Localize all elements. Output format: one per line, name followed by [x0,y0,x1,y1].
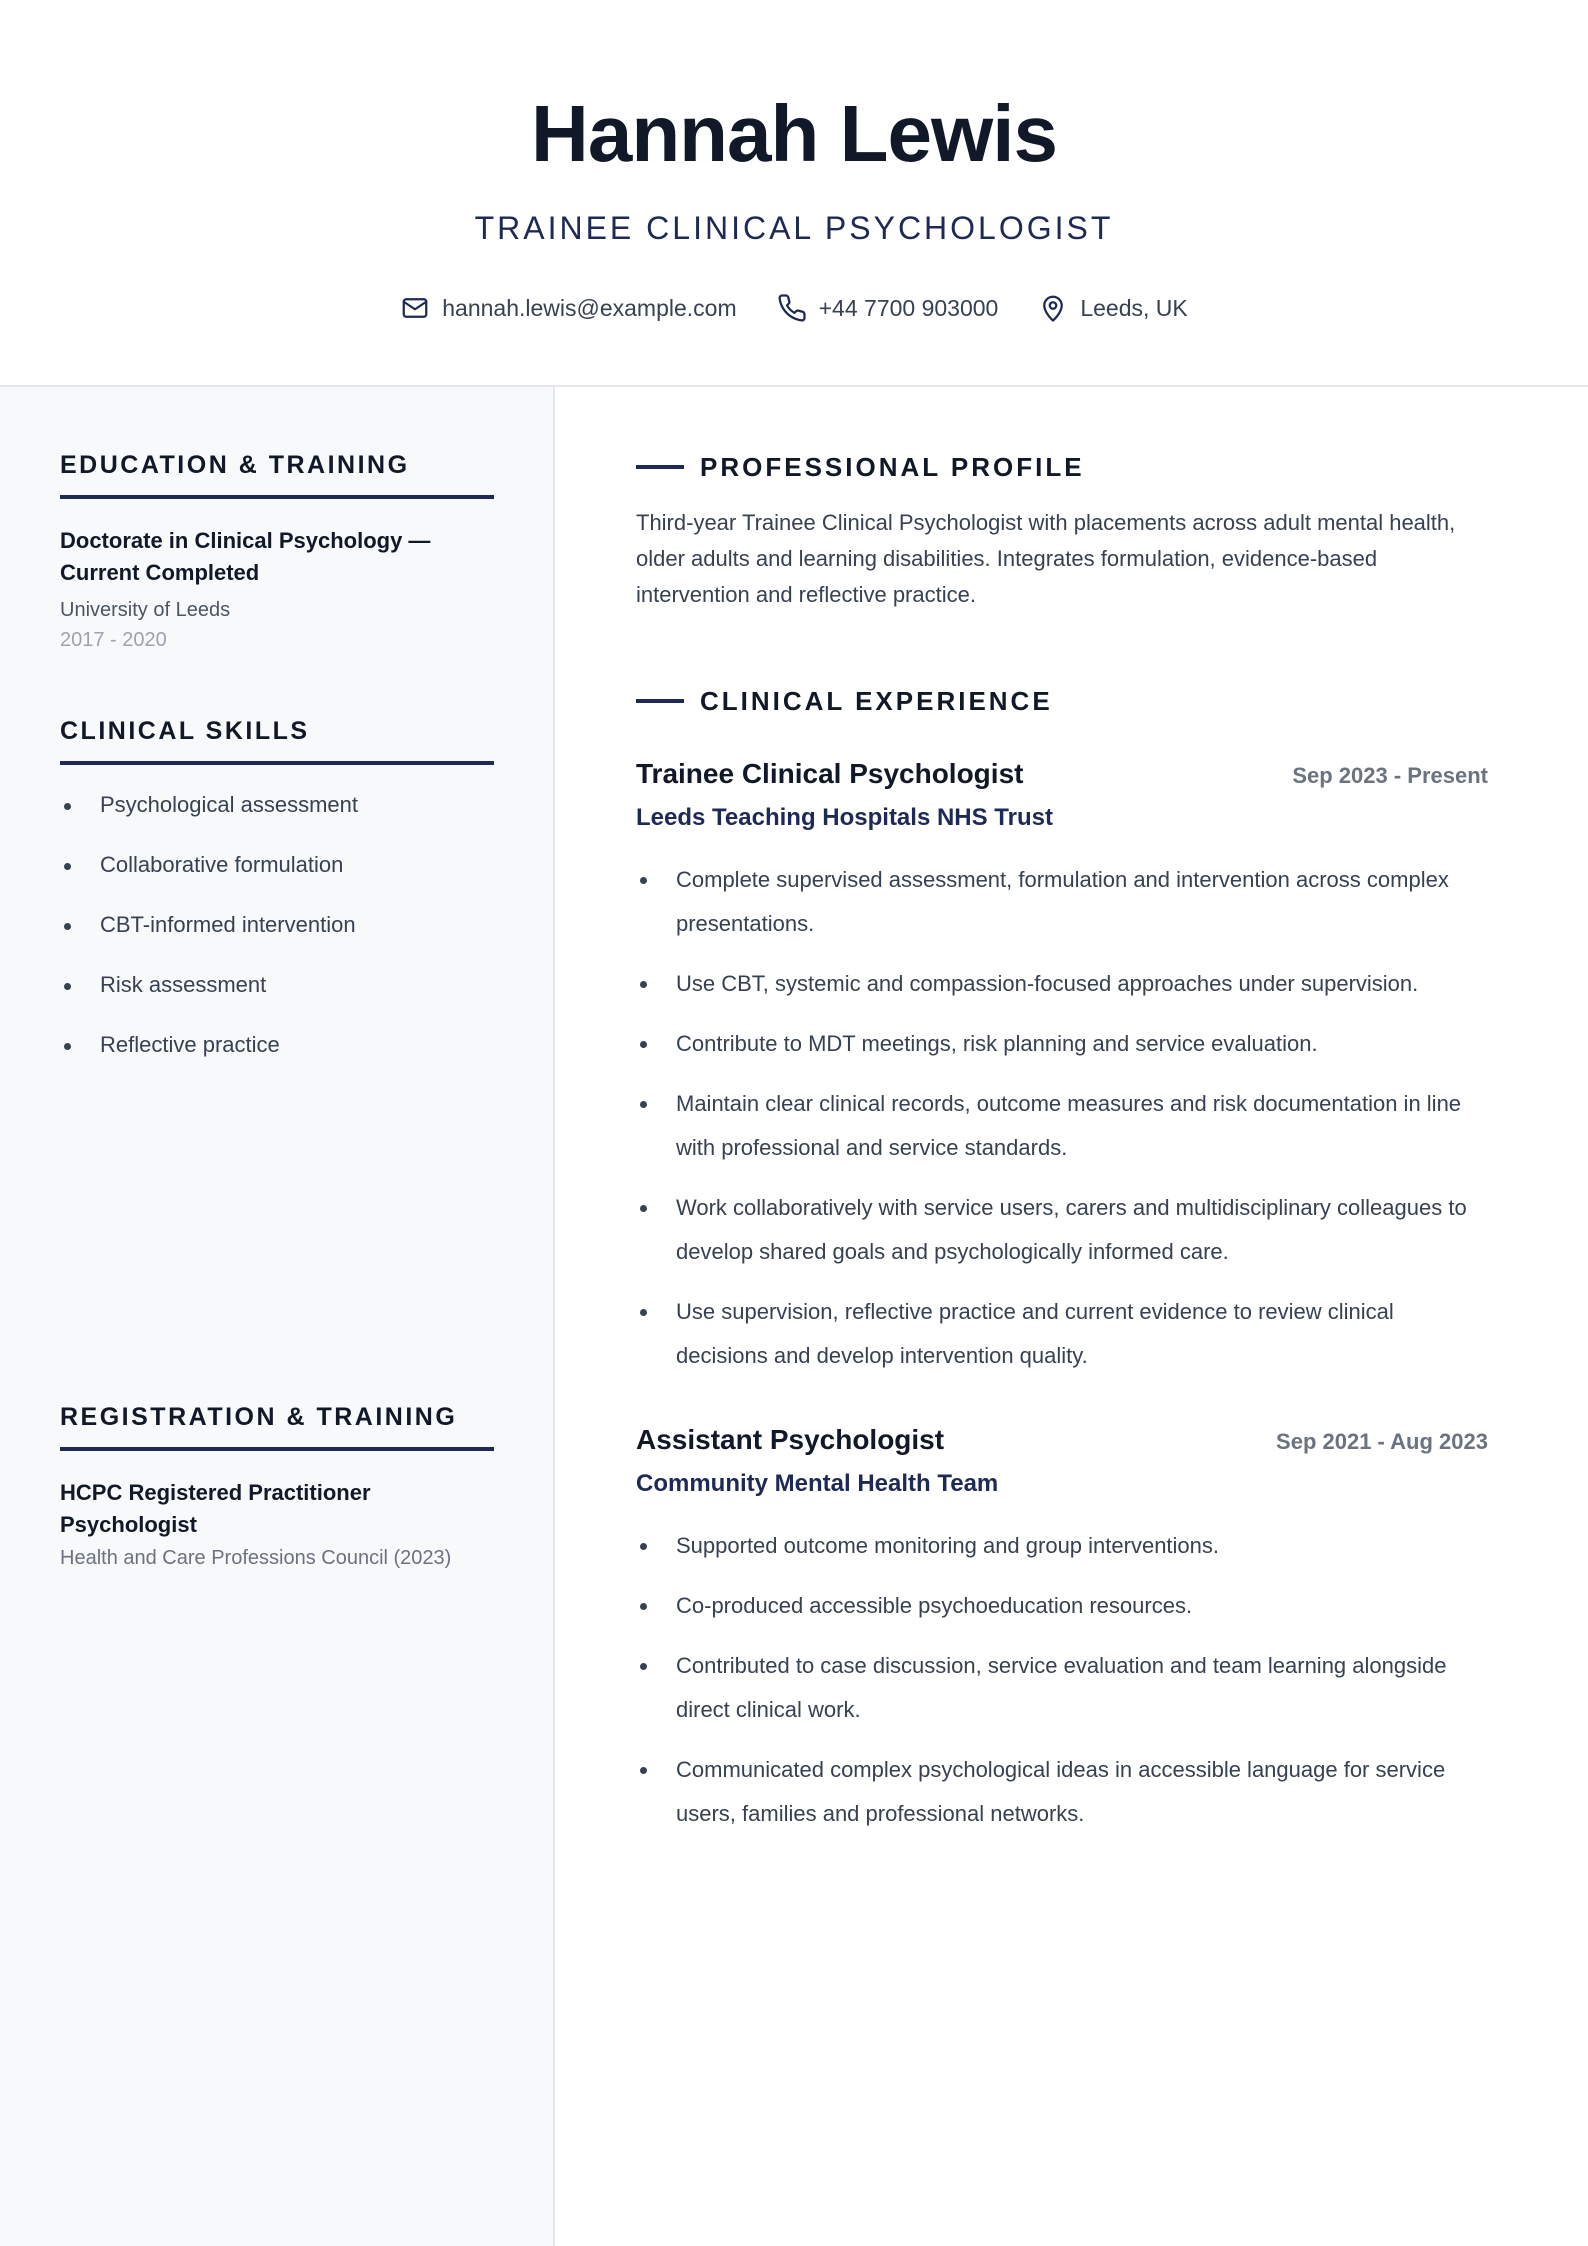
job-header [636,754,1488,796]
section-divider [60,1447,494,1451]
skill-item: Risk assessment [60,965,494,1005]
registration-heading: REGISTRATION & TRAINING [60,1403,458,1431]
registration-body: Health and Care Professions Council (2023) [60,1547,452,1569]
resume-header [0,0,1588,387]
job-bullet: Communicated complex psychological ideas in accessible language for service users, families and professional networks. [636,1748,1488,1836]
skill-item: Reflective practice [60,1025,494,1065]
phone-text: +44 7700 903000 [818,295,999,321]
section-divider [60,495,494,499]
job-bullet: Co-produced accessible psychoeducation resources. [636,1584,1488,1628]
contact-row [0,290,1588,326]
email-text: hannah.lewis@example.com [442,295,737,321]
contact-location [1038,290,1187,326]
job-organisation: Community Mental Health Team [636,1470,999,1497]
heading-bar [636,465,684,469]
candidate-name: Hannah Lewis [531,89,1057,178]
skills-section [60,713,494,1085]
job-date: Sep 2023 - Present [1292,763,1488,788]
registration-section [60,1399,494,1573]
heading-bar [636,699,684,703]
registration-title: HCPC Registered Practitioner Psychologist [60,1480,371,1537]
job-bullet: Maintain clear clinical records, outcome measures and risk documentation in line with professional and service standards. [636,1082,1488,1170]
job-bullet: Use supervision, reflective practice and current evidence to review clinical decisions and develop intervention quality. [636,1290,1488,1378]
profile-heading-text: PROFESSIONAL PROFILE [700,452,1085,482]
contact-phone[interactable] [777,290,999,326]
section-divider [60,761,494,765]
job-bullet: Work collaboratively with service users, carers and multidisciplinary colleagues to develop shared goals and psychologically informed care. [636,1186,1488,1274]
skills-heading: CLINICAL SKILLS [60,717,310,745]
job-bullet: Complete supervised assessment, formulation and intervention across complex presentations. [636,858,1488,946]
skill-item: CBT-informed intervention [60,905,494,945]
candidate-role: TRAINEE CLINICAL PSYCHOLOGIST [474,210,1114,246]
job-organisation: Leeds Teaching Hospitals NHS Trust [636,804,1053,831]
job-entry [636,1420,1488,1852]
job-bullet: Contributed to case discussion, service evaluation and team learning alongside direct clinical work. [636,1644,1488,1732]
experience-heading-text: CLINICAL EXPERIENCE [700,686,1053,716]
job-title: Trainee Clinical Psychologist [636,758,1024,789]
education-section [60,447,494,655]
mail-icon [400,293,430,323]
job-bullet: Supported outcome monitoring and group interventions. [636,1524,1488,1568]
job-date: Sep 2021 - Aug 2023 [1276,1429,1488,1454]
skills-list [60,785,494,1065]
location-text: Leeds, UK [1080,295,1188,321]
job-entry [636,754,1488,1394]
profile-heading [636,447,1085,487]
job-bullet: Use CBT, systemic and compassion-focused approaches under supervision. [636,962,1488,1006]
job-title: Assistant Psychologist [636,1424,945,1455]
skill-item: Psychological assessment [60,785,494,825]
location-pin-icon [1038,293,1068,323]
sidebar [0,387,555,2246]
phone-icon [777,293,807,323]
job-bullet: Contribute to MDT meetings, risk planning and service evaluation. [636,1022,1488,1066]
profile-text: Third-year Trainee Clinical Psychologist with placements across adult mental health, older adults and learning disabilities. Integrates formulation, evidence-based intervention and reflective practice. [636,510,1456,607]
skill-item: Collaborative formulation [60,845,494,885]
job-bullets [636,1524,1488,1836]
job-bullets [636,858,1488,1378]
contact-email[interactable] [400,290,736,326]
experience-heading [636,681,1053,721]
education-heading: EDUCATION & TRAINING [60,451,410,479]
education-years: 2017 - 2020 [60,629,167,651]
education-school: University of Leeds [60,599,231,621]
job-header [636,1420,1488,1462]
education-degree: Doctorate in Clinical Psychology — Current Completed [60,528,431,585]
